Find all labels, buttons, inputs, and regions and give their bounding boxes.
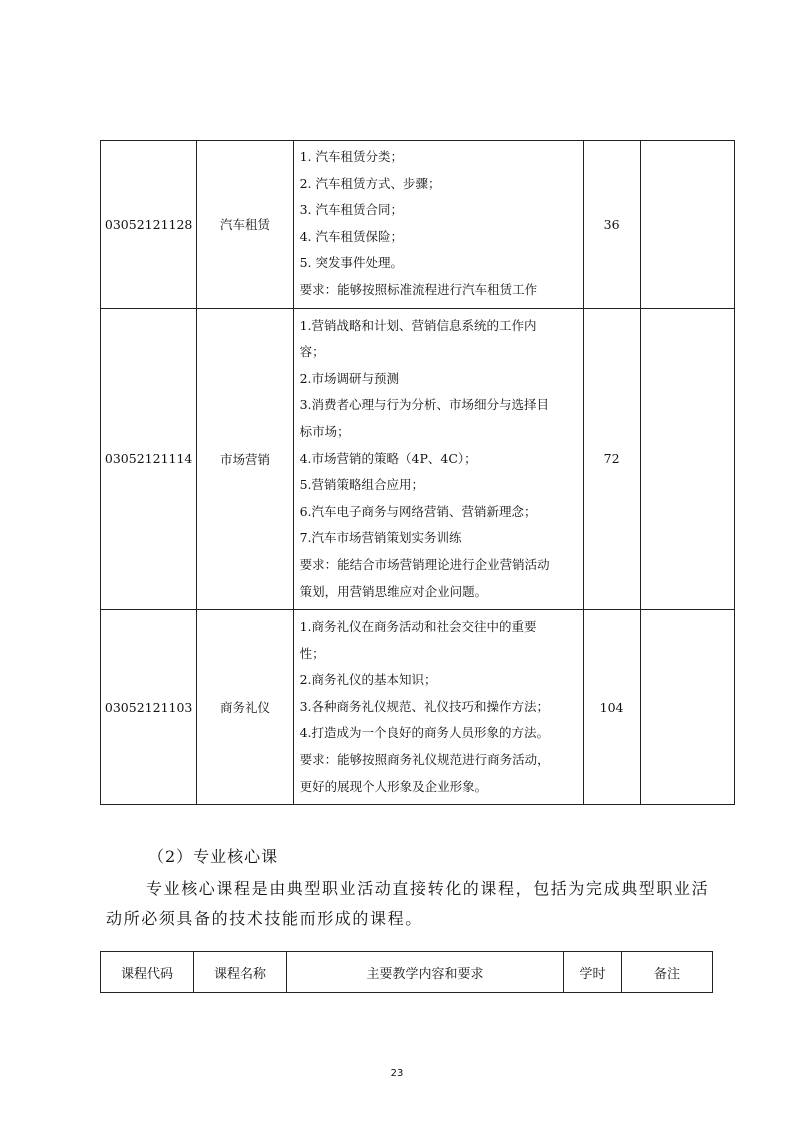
- course-code: 03052121114: [101, 308, 197, 610]
- course-note: [640, 308, 734, 610]
- content-line: 2. 汽车租赁方式、步骤；: [299, 175, 441, 191]
- course-note: [640, 610, 734, 805]
- course-name: 商务礼仪: [197, 610, 293, 805]
- header-content: 主要教学内容和要求: [287, 952, 564, 993]
- content-line: 1. 汽车租赁分类；: [299, 149, 403, 164]
- table-header-row: [101, 952, 713, 993]
- content-line: 容；: [299, 344, 325, 360]
- header-note: 备注: [622, 952, 713, 993]
- table-row: [101, 308, 735, 610]
- core-course-table: [100, 951, 713, 993]
- content-line: 要求：能够按照标准流程进行汽车租赁工作: [299, 281, 538, 297]
- content-line: 2.市场调研与预测: [299, 370, 400, 386]
- content-line: 标市场；: [299, 423, 350, 439]
- content-line: 7.汽车市场营销策划实务训练: [299, 530, 462, 546]
- content-line: 4.市场营销的策略（4P、4C）；: [299, 450, 477, 466]
- course-hours: 104: [583, 610, 640, 805]
- section-paragraph: 专业核心课程是由典型职业活动直接转化的课程，包括为完成典型职业活动所必须具备的技术技能而形成的课程。: [106, 879, 710, 928]
- content-line: 5.营销策略组合应用；: [299, 477, 425, 493]
- content-line: 4. 汽车租赁保险；: [299, 228, 403, 244]
- course-table-continued: [100, 140, 735, 805]
- content-line: 策划，用营销思维应对企业问题。: [299, 583, 488, 599]
- course-name: 市场营销: [197, 308, 293, 610]
- content-line: 1.商务礼仪在商务活动和社会交往中的重要: [299, 619, 537, 635]
- table-row: [101, 141, 735, 309]
- course-content: [293, 141, 583, 309]
- header-course-name: 课程名称: [194, 952, 287, 993]
- content-line: 3. 汽车租赁合同；: [299, 202, 403, 218]
- content-line: 6.汽车电子商务与网络营销、营销新理念；: [299, 503, 537, 519]
- content-line: 性；: [299, 645, 325, 661]
- course-content: [293, 308, 583, 610]
- header-hours: 学时: [564, 952, 622, 993]
- course-name: 汽车租赁: [197, 141, 293, 309]
- content-line: 3.消费者心理与行为分析、市场细分与选择目: [299, 397, 550, 413]
- content-line: 3.各种商务礼仪规范、礼仪技巧和操作方法；: [299, 698, 550, 714]
- course-note: [640, 141, 734, 309]
- content-line: 更好的展现个人形象及企业形象。: [299, 778, 488, 794]
- course-hours: 72: [583, 308, 640, 610]
- content-line: 2.商务礼仪的基本知识；: [299, 672, 437, 688]
- course-content: [293, 610, 583, 805]
- header-course-code: 课程代码: [101, 952, 194, 993]
- course-hours: 36: [583, 141, 640, 309]
- content-line: 5. 突发事件处理。: [299, 255, 403, 271]
- table-row: [101, 610, 735, 805]
- page-number: 23: [390, 1068, 404, 1079]
- content-line: 要求：能够按照商务礼仪规范进行商务活动，: [299, 752, 550, 768]
- section-heading: （2）专业核心课: [148, 847, 279, 866]
- course-code: 03052121103: [101, 610, 197, 805]
- course-code: 03052121128: [101, 141, 197, 309]
- content-line: 4.打造成为一个良好的商务人员形象的方法。: [299, 725, 550, 741]
- content-line: 1.营销战略和计划、营销信息系统的工作内: [299, 317, 537, 333]
- content-line: 要求：能结合市场营销理论进行企业营销活动: [299, 556, 550, 572]
